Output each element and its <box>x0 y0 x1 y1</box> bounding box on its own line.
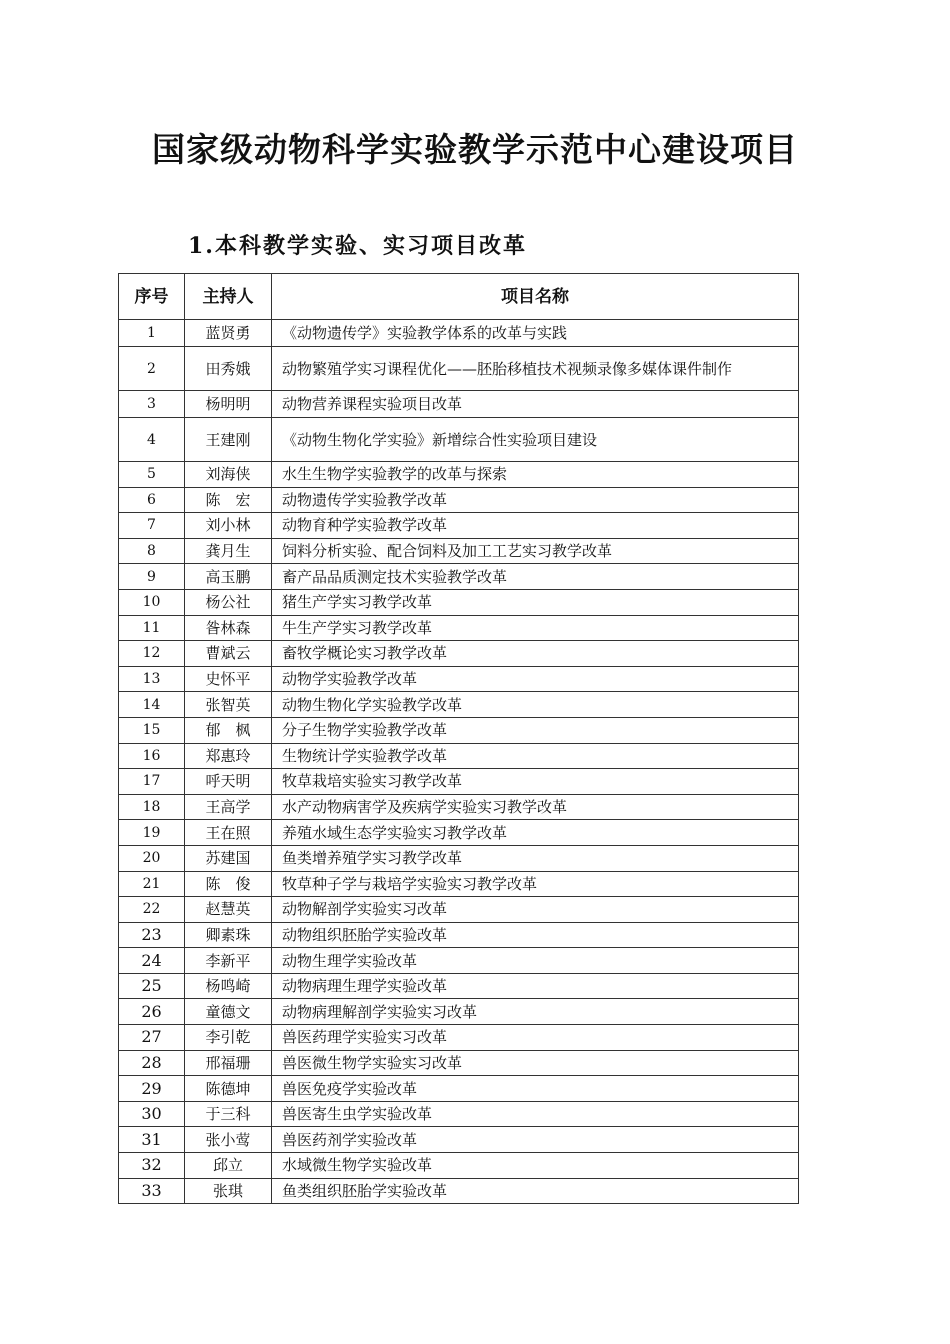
row-number: 16 <box>119 743 185 769</box>
row-project-name: 饲料分析实验、配合饲料及加工工艺实习教学改革 <box>272 538 799 564</box>
row-host: 刘小林 <box>185 513 272 539</box>
row-number: 23 <box>119 922 185 948</box>
row-project-name: 动物病理解剖学实验实习改革 <box>272 999 799 1025</box>
row-host: 史怀平 <box>185 666 272 692</box>
row-number: 28 <box>119 1050 185 1076</box>
table-row <box>119 320 799 347</box>
row-host: 刘海侠 <box>185 462 272 488</box>
row-project-name: 动物营养课程实验项目改革 <box>272 391 799 418</box>
row-project-name: 动物解剖学实验实习改革 <box>272 897 799 923</box>
table-row <box>119 769 799 795</box>
row-project-name: 动物遗传学实验教学改革 <box>272 487 799 513</box>
row-project-name: 动物生物化学实验教学改革 <box>272 692 799 718</box>
row-project-name: 牛生产学实习教学改革 <box>272 615 799 641</box>
row-host: 张琪 <box>185 1178 272 1204</box>
row-project-name: 水域微生物学实验改革 <box>272 1153 799 1179</box>
row-project-name: 兽医免疫学实验改革 <box>272 1076 799 1102</box>
table-row <box>119 513 799 539</box>
table-row <box>119 794 799 820</box>
table-header-row <box>119 274 799 320</box>
row-host: 杨鸣崎 <box>185 973 272 999</box>
row-number: 9 <box>119 564 185 590</box>
row-project-name: 《动物生物化学实验》新增综合性实验项目建设 <box>272 418 799 462</box>
row-host: 于三科 <box>185 1101 272 1127</box>
section-heading: 1.本科教学实验、实习项目改革 <box>188 233 527 259</box>
page-title: 国家级动物科学实验教学示范中心建设项目 <box>152 130 798 169</box>
table-row <box>119 1153 799 1179</box>
row-project-name: 动物组织胚胎学实验改革 <box>272 922 799 948</box>
row-project-name: 畜产品品质测定技术实验教学改革 <box>272 564 799 590</box>
table-row <box>119 1050 799 1076</box>
row-host: 高玉鹏 <box>185 564 272 590</box>
row-host: 杨明明 <box>185 391 272 418</box>
row-number: 12 <box>119 641 185 667</box>
row-host: 李引乾 <box>185 1025 272 1051</box>
row-project-name: 兽医药理学实验实习改革 <box>272 1025 799 1051</box>
row-host: 昝林森 <box>185 615 272 641</box>
row-host: 呼天明 <box>185 769 272 795</box>
table-row <box>119 717 799 743</box>
row-project-name: 兽医微生物学实验实习改革 <box>272 1050 799 1076</box>
row-host: 王在照 <box>185 820 272 846</box>
row-project-name: 兽医药剂学实验改革 <box>272 1127 799 1153</box>
row-host: 赵慧英 <box>185 897 272 923</box>
table-row <box>119 948 799 974</box>
row-host: 童德文 <box>185 999 272 1025</box>
row-host: 王建刚 <box>185 418 272 462</box>
table-row <box>119 641 799 667</box>
row-number: 30 <box>119 1101 185 1127</box>
table-row <box>119 538 799 564</box>
row-number: 8 <box>119 538 185 564</box>
table-row <box>119 1025 799 1051</box>
row-host: 王高学 <box>185 794 272 820</box>
row-host: 郁 枫 <box>185 717 272 743</box>
row-project-name: 畜牧学概论实习教学改革 <box>272 641 799 667</box>
table-row <box>119 391 799 418</box>
row-host: 陈 俊 <box>185 871 272 897</box>
row-project-name: 动物病理生理学实验改革 <box>272 973 799 999</box>
row-number: 25 <box>119 973 185 999</box>
row-number: 2 <box>119 347 185 391</box>
row-number: 21 <box>119 871 185 897</box>
table-row <box>119 692 799 718</box>
row-host: 曹斌云 <box>185 641 272 667</box>
table-row <box>119 871 799 897</box>
table-row <box>119 487 799 513</box>
table-row <box>119 462 799 488</box>
row-project-name: 生物统计学实验教学改革 <box>272 743 799 769</box>
row-project-name: 动物繁殖学实习课程优化——胚胎移植技术视频录像多媒体课件制作 <box>272 347 799 391</box>
row-project-name: 兽医寄生虫学实验改革 <box>272 1101 799 1127</box>
table-row <box>119 347 799 391</box>
table-row <box>119 1101 799 1127</box>
row-number: 6 <box>119 487 185 513</box>
row-number: 11 <box>119 615 185 641</box>
row-host: 田秀娥 <box>185 347 272 391</box>
table-row <box>119 743 799 769</box>
project-table <box>118 273 799 1204</box>
row-host: 郑惠玲 <box>185 743 272 769</box>
row-number: 1 <box>119 320 185 347</box>
row-number: 15 <box>119 717 185 743</box>
row-host: 卿素珠 <box>185 922 272 948</box>
row-number: 17 <box>119 769 185 795</box>
row-project-name: 动物学实验教学改革 <box>272 666 799 692</box>
row-number: 7 <box>119 513 185 539</box>
table-row <box>119 418 799 462</box>
table-row <box>119 1178 799 1204</box>
row-number: 18 <box>119 794 185 820</box>
row-number: 5 <box>119 462 185 488</box>
row-host: 龚月生 <box>185 538 272 564</box>
table-row <box>119 897 799 923</box>
row-host: 邱立 <box>185 1153 272 1179</box>
row-project-name: 水产动物病害学及疾病学实验实习教学改革 <box>272 794 799 820</box>
row-host: 张智英 <box>185 692 272 718</box>
row-host: 陈 宏 <box>185 487 272 513</box>
row-host: 苏建国 <box>185 845 272 871</box>
row-number: 13 <box>119 666 185 692</box>
row-number: 3 <box>119 391 185 418</box>
row-project-name: 分子生物学实验教学改革 <box>272 717 799 743</box>
row-project-name: 水生生物学实验教学的改革与探索 <box>272 462 799 488</box>
table-row <box>119 564 799 590</box>
row-number: 19 <box>119 820 185 846</box>
header-number: 序号 <box>119 274 185 320</box>
row-project-name: 鱼类组织胚胎学实验改革 <box>272 1178 799 1204</box>
row-project-name: 鱼类增养殖学实习教学改革 <box>272 845 799 871</box>
row-number: 24 <box>119 948 185 974</box>
row-host: 蓝贤勇 <box>185 320 272 347</box>
table-row <box>119 922 799 948</box>
table-row <box>119 999 799 1025</box>
row-host: 李新平 <box>185 948 272 974</box>
table-row <box>119 973 799 999</box>
row-number: 27 <box>119 1025 185 1051</box>
row-project-name: 养殖水域生态学实验实习教学改革 <box>272 820 799 846</box>
row-host: 杨公社 <box>185 589 272 615</box>
row-host: 张小莺 <box>185 1127 272 1153</box>
row-number: 32 <box>119 1153 185 1179</box>
header-project-name: 项目名称 <box>272 274 799 320</box>
row-host: 邢福珊 <box>185 1050 272 1076</box>
row-number: 31 <box>119 1127 185 1153</box>
header-host: 主持人 <box>185 274 272 320</box>
table-row <box>119 666 799 692</box>
table-row <box>119 845 799 871</box>
row-project-name: 动物生理学实验改革 <box>272 948 799 974</box>
table-row <box>119 1127 799 1153</box>
table-row <box>119 1076 799 1102</box>
table-row <box>119 615 799 641</box>
row-project-name: 猪生产学实习教学改革 <box>272 589 799 615</box>
row-number: 4 <box>119 418 185 462</box>
row-number: 22 <box>119 897 185 923</box>
row-project-name: 牧草种子学与栽培学实验实习教学改革 <box>272 871 799 897</box>
row-number: 10 <box>119 589 185 615</box>
row-number: 29 <box>119 1076 185 1102</box>
table-row <box>119 589 799 615</box>
row-number: 14 <box>119 692 185 718</box>
row-number: 33 <box>119 1178 185 1204</box>
table-row <box>119 820 799 846</box>
row-project-name: 动物育种学实验教学改革 <box>272 513 799 539</box>
row-project-name: 《动物遗传学》实验教学体系的改革与实践 <box>272 320 799 347</box>
row-number: 20 <box>119 845 185 871</box>
row-project-name: 牧草栽培实验实习教学改革 <box>272 769 799 795</box>
row-number: 26 <box>119 999 185 1025</box>
row-host: 陈德坤 <box>185 1076 272 1102</box>
